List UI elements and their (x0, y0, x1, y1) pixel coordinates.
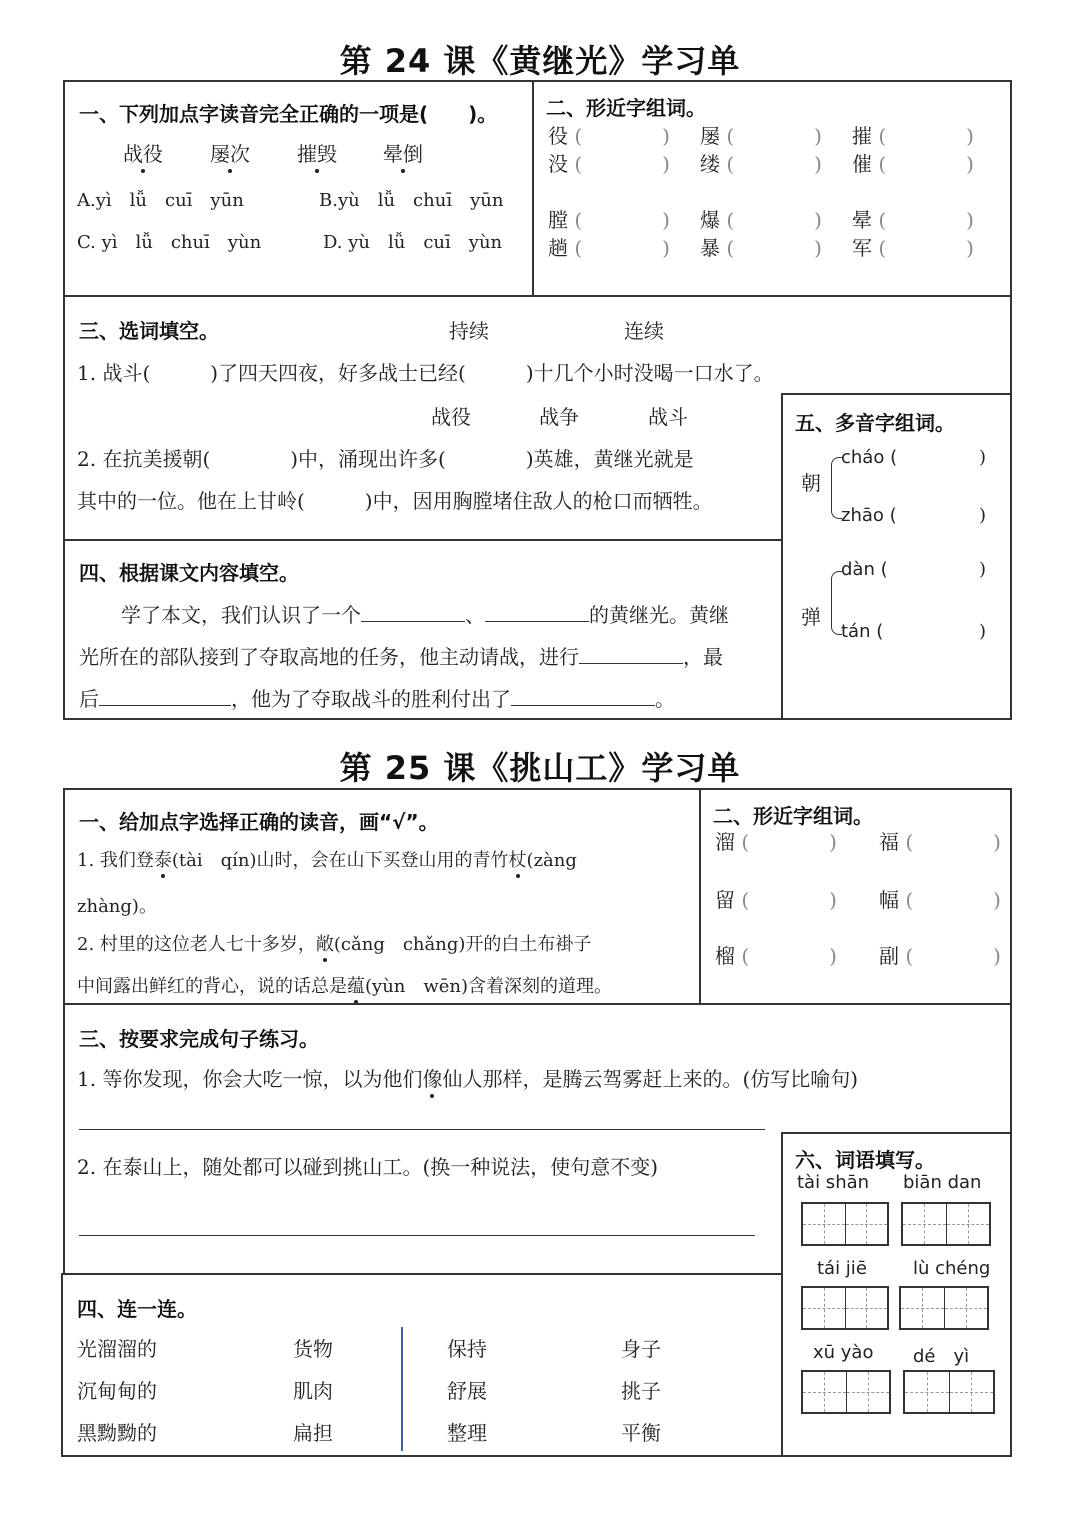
l25-s4-left-3[interactable]: 黑黝黝的 (77, 1421, 157, 1445)
l24-s2-char-10: 催 (852, 152, 872, 176)
l25-s6-pinyin-1: tài shān (797, 1172, 870, 1193)
l24-s4-heading: 四、根据课文内容填空。 (79, 561, 299, 585)
l25-s1-heading: 一、给加点字选择正确的读音，画“√”。 (79, 810, 439, 834)
l25-s2-blank-4[interactable]: ( ) (905, 830, 1001, 854)
l25-s1-question-1b[interactable]: zhàng)。 (77, 896, 157, 917)
l24-s3-heading: 三、选词填空。 (79, 319, 219, 343)
l24-s1-word-4: 晕倒 (383, 138, 423, 167)
l25-s6-pinyin-2: biān dan (903, 1172, 982, 1193)
l24-s5-reading-2b[interactable]: tán ( (841, 621, 884, 642)
l25-section-1 (63, 788, 701, 1005)
l25-s6-pinyin-4: lù chéng (913, 1258, 991, 1279)
l25-s2-blank-1[interactable]: ( ) (741, 830, 837, 854)
l24-s5-close-2a: ) (979, 559, 987, 580)
l24-section-1 (63, 80, 534, 297)
l25-s6-pinyin-3: tái jiē (817, 1258, 867, 1279)
l25-s2-blank-5[interactable]: ( ) (905, 888, 1001, 912)
l25-s6-grid-1[interactable] (801, 1202, 889, 1246)
l24-s2-char-12: 军 (852, 236, 872, 260)
l24-s2-heading: 二、形近字组词。 (546, 96, 706, 120)
l25-s4-right1-3[interactable]: 整理 (447, 1421, 487, 1445)
l25-s2-char-4: 福 (879, 830, 899, 854)
l24-s2-blank-7[interactable]: ( ) (726, 208, 822, 232)
l24-s4-line-2: 光所在的部队接到了夺取高地的任务，他主动请战，进行 ，最 (79, 645, 723, 669)
l25-s4-left-1[interactable]: 光溜溜的 (77, 1337, 157, 1361)
l24-s5-close-1a: ) (979, 447, 987, 468)
l24-s4-blank-5[interactable] (511, 687, 655, 706)
l25-s3-answer-line-1[interactable] (79, 1129, 765, 1130)
l24-s5-close-1b: ) (979, 505, 987, 526)
l24-s2-char-1: 役 (548, 124, 568, 148)
l24-s4-blank-2[interactable] (485, 603, 589, 622)
l25-s2-char-3: 榴 (715, 944, 735, 968)
l25-s2-blank-6[interactable]: ( ) (905, 944, 1001, 968)
l24-s2-char-11: 晕 (852, 208, 872, 232)
l25-s3-question-1: 1. 等你发现，你会大吃一惊，以为他们像仙人那样，是腾云驾雾赶上来的。(仿写比喻句) (77, 1063, 858, 1092)
l25-s4-right1-1[interactable]: 保持 (447, 1337, 487, 1361)
l24-s5-char-1: 朝 (801, 471, 821, 495)
l25-s2-blank-3[interactable]: ( ) (741, 944, 837, 968)
l25-s4-right2-2[interactable]: 挑子 (621, 1379, 661, 1403)
l24-s2-char-9: 摧 (852, 124, 872, 148)
l24-s2-blank-3[interactable]: ( ) (574, 208, 670, 232)
l24-s2-char-5: 屡 (700, 124, 720, 148)
l25-s6-pinyin-5: xū yào (813, 1342, 874, 1363)
l24-s4-blank-1[interactable] (361, 603, 465, 622)
l25-s4-heading: 四、连一连。 (77, 1297, 197, 1321)
l25-s4-right2-1[interactable]: 身子 (621, 1337, 661, 1361)
l25-s2-blank-2[interactable]: ( ) (741, 888, 837, 912)
l25-s2-heading: 二、形近字组词。 (713, 804, 873, 828)
l25-s2-char-1: 溜 (715, 830, 735, 854)
l24-s2-char-6: 缕 (700, 152, 720, 176)
l24-s3-question-1[interactable]: 1. 战斗( )了四天四夜，好多战士已经( )十几个小时没喝一口水了。 (77, 361, 774, 385)
l25-s3-answer-line-2[interactable] (79, 1235, 755, 1236)
l25-s3-heading: 三、按要求完成句子练习。 (79, 1027, 319, 1051)
l25-s6-heading: 六、词语填写。 (795, 1148, 935, 1172)
l24-s1-option-c[interactable]: C. yì lǚ chuī yùn (77, 232, 262, 253)
l24-section-4 (63, 539, 783, 720)
l24-s3-option-2: 连续 (624, 319, 664, 343)
l24-section-2 (532, 80, 1012, 297)
l24-s2-blank-4[interactable]: ( ) (574, 236, 670, 260)
l24-s2-blank-10[interactable]: ( ) (878, 152, 974, 176)
l24-s4-blank-3[interactable] (579, 645, 683, 664)
l25-s1-question-2a[interactable]: 2. 村里的这位老人七十多岁，敞(cǎng chǎng)开的白土布褂子 (77, 930, 591, 956)
l25-s6-grid-6[interactable] (903, 1370, 995, 1414)
l24-s4-line-3: 后 ，他为了夺取战斗的胜利付出了 。 (79, 687, 675, 711)
l25-s4-mid-2[interactable]: 肌肉 (293, 1379, 333, 1403)
l24-s5-reading-2a[interactable]: dàn ( (841, 559, 888, 580)
l24-s5-reading-1a[interactable]: cháo ( (841, 447, 898, 468)
l24-s3-option-5: 战斗 (648, 405, 688, 429)
l25-s4-divider (401, 1327, 403, 1451)
l25-s3-question-2: 2. 在泰山上，随处都可以碰到挑山工。(换一种说法，使句意不变) (77, 1155, 659, 1179)
l24-s2-blank-5[interactable]: ( ) (726, 124, 822, 148)
l25-s4-right2-3[interactable]: 平衡 (621, 1421, 661, 1445)
l25-s1-question-1a[interactable]: 1. 我们登泰(tài qín)山时，会在山下买登山用的青竹杖(zàng (77, 846, 577, 872)
l24-s2-blank-1[interactable]: ( ) (574, 124, 670, 148)
l24-s1-word-2: 屡次 (210, 138, 250, 167)
l24-s5-close-2b: ) (979, 621, 987, 642)
l24-s3-option-3: 战役 (431, 405, 471, 429)
l25-section-4 (61, 1273, 783, 1457)
l24-s3-option-1: 持续 (449, 319, 489, 343)
l24-s5-reading-1b[interactable]: zhāo ( (841, 505, 897, 526)
l24-s3-question-2a[interactable]: 2. 在抗美援朝( )中，涌现出许多( )英雄，黄继光就是 (77, 447, 694, 471)
l25-s6-grid-2[interactable] (901, 1202, 991, 1246)
l24-s3-question-2b[interactable]: 其中的一位。他在上甘岭( )中，因用胸膛堵住敌人的枪口而牺牲。 (77, 489, 713, 513)
l24-s2-blank-11[interactable]: ( ) (878, 208, 974, 232)
l25-s4-right1-2[interactable]: 舒展 (447, 1379, 487, 1403)
l24-s2-char-3: 膛 (548, 208, 568, 232)
l25-s6-grid-4[interactable] (899, 1286, 989, 1330)
l24-s1-option-a[interactable]: A.yì lǚ cuī yūn (77, 190, 244, 211)
l24-s1-word-3: 摧毁 (297, 138, 337, 167)
l24-s1-option-d[interactable]: D. yù lǚ cuī yùn (323, 232, 503, 253)
l24-s5-heading: 五、多音字组词。 (795, 411, 955, 435)
l25-s4-mid-3[interactable]: 扁担 (293, 1421, 333, 1445)
l24-s1-heading: 一、下列加点字读音完全正确的一项是( )。 (79, 102, 498, 126)
l24-s2-blank-9[interactable]: ( ) (878, 124, 974, 148)
l25-s2-char-5: 幅 (879, 888, 899, 912)
l24-s2-blank-2[interactable]: ( ) (574, 152, 670, 176)
l25-s6-grid-3[interactable] (801, 1286, 889, 1330)
l24-s2-blank-6[interactable]: ( ) (726, 152, 822, 176)
l24-s2-blank-12[interactable]: ( ) (878, 236, 974, 260)
l24-s2-char-7: 爆 (700, 208, 720, 232)
l25-s2-char-6: 副 (879, 944, 899, 968)
l25-s4-mid-1[interactable]: 货物 (293, 1337, 333, 1361)
l24-s1-option-b[interactable]: B.yù lǚ chuī yūn (319, 190, 504, 211)
l25-s6-pinyin-6: dé yì (913, 1346, 970, 1367)
l25-s1-question-2b[interactable]: 中间露出鲜红的背心，说的话总是蕴(yùn wēn)含着深刻的道理。 (77, 972, 612, 998)
lesson25-title: 第 25 课《挑山工》学习单 (339, 749, 741, 787)
l25-s4-left-2[interactable]: 沉甸甸的 (77, 1379, 157, 1403)
l25-section-6 (781, 1132, 1012, 1457)
l24-s1-word-1: 战役 (123, 138, 163, 167)
l24-section-5 (781, 393, 1012, 720)
l24-s2-char-4: 趟 (548, 236, 568, 260)
l25-s2-char-2: 留 (715, 888, 735, 912)
l24-s2-char-2: 没 (548, 152, 568, 176)
l24-s3-option-4: 战争 (539, 405, 579, 429)
lesson24-title: 第 24 课《黄继光》学习单 (339, 42, 741, 80)
l24-s4-blank-4[interactable] (99, 687, 231, 706)
l24-s5-char-2: 弹 (801, 605, 821, 629)
l24-s2-char-8: 暴 (700, 236, 720, 260)
l25-s6-grid-5[interactable] (801, 1370, 891, 1414)
l24-s2-blank-8[interactable]: ( ) (726, 236, 822, 260)
l25-section-2 (699, 788, 1012, 1005)
l24-s4-line-1: 学了本文，我们认识了一个 、 的黄继光。黄继 (121, 603, 729, 627)
